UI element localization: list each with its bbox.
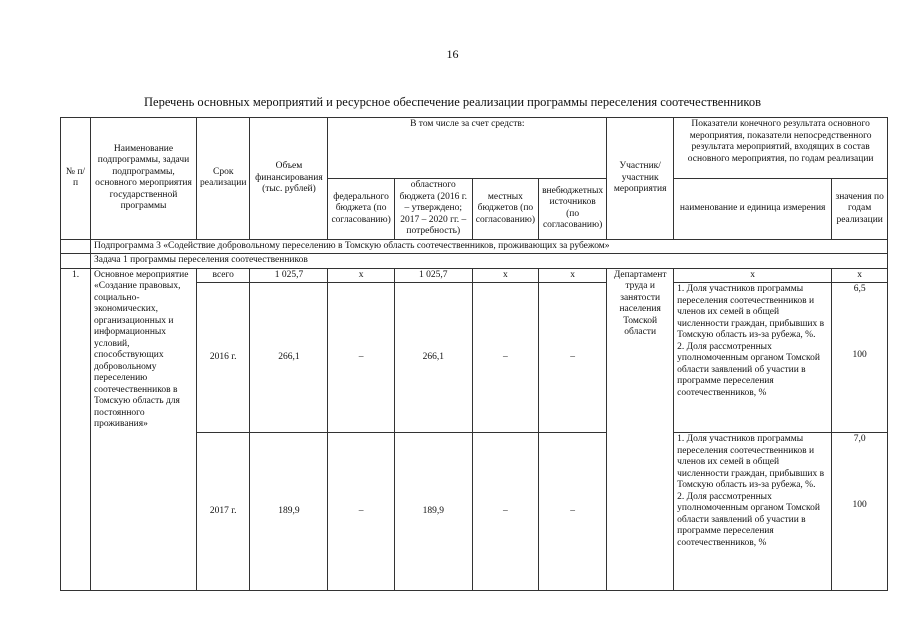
header-local: местных бюджетов (по согласованию): [472, 179, 538, 240]
row-ind-value: х: [832, 268, 888, 283]
table-row: [61, 268, 888, 283]
header-regional: областного бюджета (2016 г. – утверждено; 2017 – 2020 гг. – потребность): [394, 179, 472, 240]
row-ind-text: [674, 283, 832, 433]
row-regional: 266,1: [394, 283, 472, 433]
row-volume: 1 025,7: [250, 268, 328, 283]
row-ind-name: х: [674, 268, 832, 283]
row-federal: –: [328, 283, 394, 433]
indicator-2-value: 100: [852, 349, 867, 360]
row-ind-values: [832, 283, 888, 433]
row-extra: х: [539, 268, 607, 283]
header-term: Срок реализации: [197, 118, 250, 240]
header-including: В том числе за счет средств:: [328, 118, 607, 179]
header-volume: Объем финансирования (тыс. рублей): [250, 118, 328, 240]
header-name: Наименование подпрограммы, задачи подпрограммы, основного мероприятия государственной программы: [91, 118, 197, 240]
row-volume: 189,9: [250, 433, 328, 591]
subprogram-num: [61, 239, 91, 254]
header-num: № п/п: [61, 118, 91, 240]
row-term: 2016 г.: [197, 283, 250, 433]
row-volume: 266,1: [250, 283, 328, 433]
indicator-1-value: 7,0: [853, 434, 866, 444]
task-num: [61, 254, 91, 269]
program-table: [60, 117, 888, 591]
row-local: –: [472, 283, 538, 433]
row-extra: –: [539, 433, 607, 591]
row-ind-text: [674, 433, 832, 591]
indicator-2: 2. Доля рассмотренных уполномоченным органом Томской области заявлений об участии в программе переселения соотечественников, %: [677, 341, 820, 398]
indicator-2: 2. Доля рассмотренных уполномоченным органом Томской области заявлений об участии в программе переселения соотечественников, %: [677, 491, 820, 548]
item-name: Основное мероприятие «Создание правовых, социально-экономических, организационных и информационных условий, способствующих добровольному переселению соотечественников в Томскую область для постоянного проживания»: [91, 268, 197, 591]
indicator-1: 1. Доля участников программы переселения соотечественников и членов их семей в общей численности граждан, прибывших в Томскую область из-за рубежа, %.: [677, 434, 825, 490]
header-ind-values: значения по годам реализации: [832, 179, 888, 240]
item-participant: Департамент труда и занятости населения Томской области: [607, 268, 674, 591]
row-term: 2017 г.: [197, 433, 250, 591]
header-federal: федерального бюджета (по согласованию): [328, 179, 394, 240]
task-row: Задача 1 программы переселения соотечественников: [91, 254, 888, 269]
indicator-1: 1. Доля участников программы переселения соотечественников и членов их семей в общей численности граждан, прибывших в Томскую область из-за рубежа, %.: [677, 284, 825, 340]
row-regional: 1 025,7: [394, 268, 472, 283]
header-indicators: Показатели конечного результата основного мероприятия, показатели непосредственного результата мероприятий, входящих в состав основного мероприятия, по годам реализации: [674, 118, 888, 179]
header-participant: Участник/ участник мероприятия: [607, 118, 674, 240]
row-regional: 189,9: [394, 433, 472, 591]
row-local: х: [472, 268, 538, 283]
header-extra: внебюджетных источников (по согласованию): [539, 179, 607, 240]
row-ind-values: [832, 433, 888, 591]
item-num: 1.: [61, 268, 91, 591]
indicator-2-value: 100: [852, 499, 867, 510]
subprogram-row: Подпрограмма 3 «Содействие добровольному переселению в Томскую область соотечественников, проживающих за рубежом»: [91, 239, 888, 254]
page-number: 16: [446, 47, 459, 61]
document-title: Перечень основных мероприятий и ресурсное обеспечение реализации программы переселения соотечественников: [144, 95, 761, 109]
row-federal: –: [328, 433, 394, 591]
row-federal: х: [328, 268, 394, 283]
row-local: –: [472, 433, 538, 591]
row-extra: –: [539, 283, 607, 433]
header-ind-name: наименование и единица измерения: [674, 179, 832, 240]
indicator-1-value: 6,5: [853, 284, 866, 294]
row-term: всего: [197, 268, 250, 283]
